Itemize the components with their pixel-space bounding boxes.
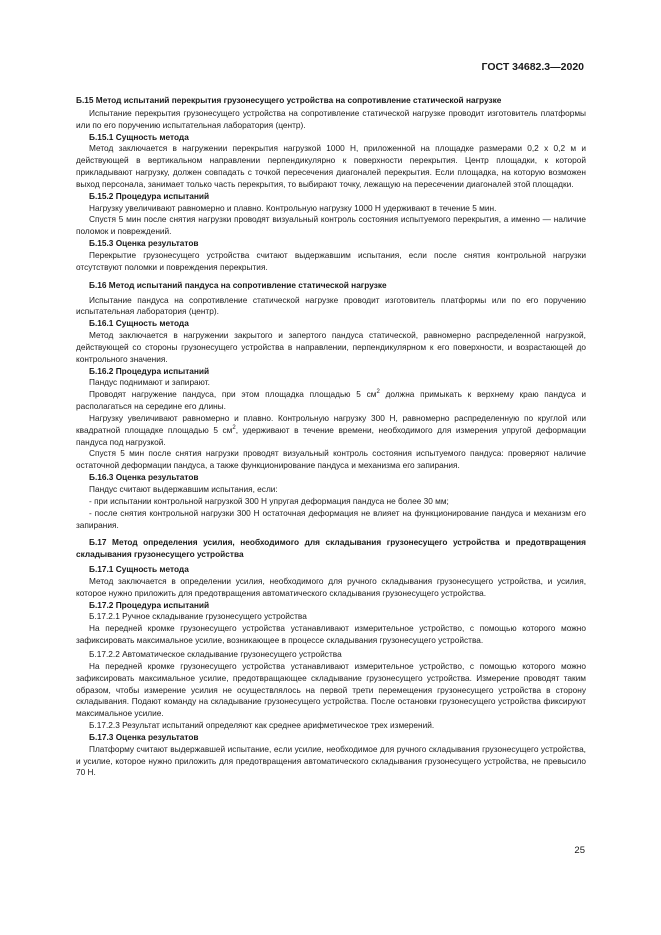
page-number: 25 xyxy=(574,845,585,856)
paragraph: Испытание перекрытия грузонесущего устройства на сопротивление статической нагрузке проводит изготовитель платформы или по его поручению испытательная лаборатория (центр). xyxy=(76,107,586,130)
list-item: - при испытании контрольной нагрузкой 300 Н упругая деформация пандуса не более 30 мм; xyxy=(89,495,449,506)
paragraph: Испытание пандуса на сопротивление статической нагрузке проводит изготовитель платформы или по его поручению испытательная лаборатория (центр). xyxy=(76,294,586,317)
subsection-title: Б.15.3 Оценка результатов xyxy=(89,238,199,249)
section-title-b17: Б.17 Метод определения усилия, необходимого для складывания грузонесущего устройства и предотвращения складывания грузонесущего устройства xyxy=(76,537,586,560)
paragraph: Б.17.2.2 Автоматическое складывание грузонесущего устройства xyxy=(89,648,342,659)
paragraph: Проводят нагружение пандуса, при этом площадка площадью 5 $см^2$ должна примыкать к верхнему краю пандуса и располагаться на середине его длины. xyxy=(76,389,586,412)
subsection-title: Б.16.3 Оценка результатов xyxy=(89,472,199,483)
paragraph: Платформу считают выдержавшей испытание, если усилие, необходимое для ручного складывания грузонесущего устройства, и усилие, которое нужно приложить для предотвращения автоматического складывания грузонесущего устройства, не превысило 70 Н. xyxy=(76,743,586,778)
paragraph: Нагрузку увеличивают равномерно и плавно. Контрольную нагрузку 1000 Н удерживают в течение 5 мин. xyxy=(89,202,497,213)
subsection-title: Б.15.1 Сущность метода xyxy=(89,131,189,142)
paragraph: Б.17.2.1 Ручное складывание грузонесущего устройства xyxy=(89,611,307,622)
subsection-title: Б.16.1 Сущность метода xyxy=(89,318,189,329)
section-title-b15: Б.15 Метод испытаний перекрытия грузонесущего устройства на сопротивление статической нагрузке xyxy=(76,95,502,105)
paragraph: Спустя 5 мин после снятия нагрузки проводят визуальный контроль состояния испытуемого перекрытия, а именно — наличие поломок и повреждений. xyxy=(76,214,586,237)
paragraph: Метод заключается в определении усилия, необходимого для ручного складывания грузонесущего устройства, и усилия, которое нужно приложить для предотвращения автоматического складывания грузонесущего устройства. xyxy=(76,575,586,598)
paragraph: На передней кромке грузонесущего устройства устанавливают измерительное устройство, с помощью которого можно зафиксировать максимальное усилие, предотвращающее складывание грузонесущего устройства. Измерение проводят таким образом, чтобы измерение усилия не осуществлялось на первой трети перемещения грузонесущего устройства в сторону складывания. Подают команду на складывание грузонесущего устройства. После остановки грузонесущего устройства фиксируют максимальное усилие. xyxy=(76,660,586,719)
paragraph: Пандус поднимают и запирают. xyxy=(89,377,210,388)
paragraph: Спустя 5 мин после снятия нагрузки проводят визуальный контроль состояния испытуемого пандуса: проверяют наличие остаточной деформации пандуса, а также функционирование пандуса и механизма его запирания. xyxy=(76,448,586,471)
paragraph: Пандус считают выдержавшим испытания, если: xyxy=(89,484,278,494)
subsection-title: Б.16.2 Процедура испытаний xyxy=(89,365,210,376)
paragraph: Б.17.2.3 Результат испытаний определяют как среднее арифметическое трех измерений. xyxy=(89,720,435,731)
paragraph: Метод заключается в нагружении закрытого и запертого пандуса статической, равномерно распределенной нагрузкой, действующей со стороны грузонесущего устройства в направлении, перпендикулярном к его поверхности, и возрастающей до контрольного значения. xyxy=(76,330,586,364)
standard-code: ГОСТ 34682.3—2020 xyxy=(481,61,584,73)
subsection-title: Б.15.2 Процедура испытаний xyxy=(89,190,210,201)
subsection-title: Б.17.3 Оценка результатов xyxy=(89,731,199,742)
paragraph: Нагрузку увеличивают равномерно и плавно. Контрольную нагрузку 300 Н, равномерно распределенную по круглой или квадратной площадке площадью 5 $см^2$, удерживают в течение времени, необходимого для измерения упругой деформации пандуса под нагрузкой. xyxy=(76,412,586,447)
page-content xyxy=(76,95,586,779)
list-item: - после снятия контрольной нагрузки 300 Н остаточная деформация не влияет на функционирование пандуса и механизм его запирания. xyxy=(76,507,586,530)
section-title-b16: Б.16 Метод испытаний пандуса на сопротивление статической нагрузке xyxy=(89,279,387,290)
paragraph: На передней кромке грузонесущего устройства устанавливают измерительное устройство, с помощью которого можно зафиксировать максимальное усилие, возникающее в процессе складывания грузонесущего устройства. xyxy=(76,623,586,646)
paragraph: Перекрытие грузонесущего устройства считают выдержавшим испытания, если после снятия контрольной нагрузки отсутствуют поломки и повреждения перекрытия. xyxy=(76,249,586,272)
subsection-title: Б.17.2 Процедура испытаний xyxy=(89,599,210,610)
paragraph: Метод заключается в нагружении перекрытия нагрузкой 1000 Н, приложенной на площадке размерами 0,2 х 0,2 м и действующей в вертикальном направлении перпендикулярно к поверхности перекрытия. Центр площадки, к которой прикладывают нагрузку, должен совпадать с точкой пересечения диагоналей перекрытия. Если площадка, на которую возможен выход персонала, занимает только часть перекрытия, то выбирают точку, лежащую на пересечении диагоналей этой площадки. xyxy=(76,143,586,189)
subsection-title: Б.17.1 Сущность метода xyxy=(89,564,189,575)
